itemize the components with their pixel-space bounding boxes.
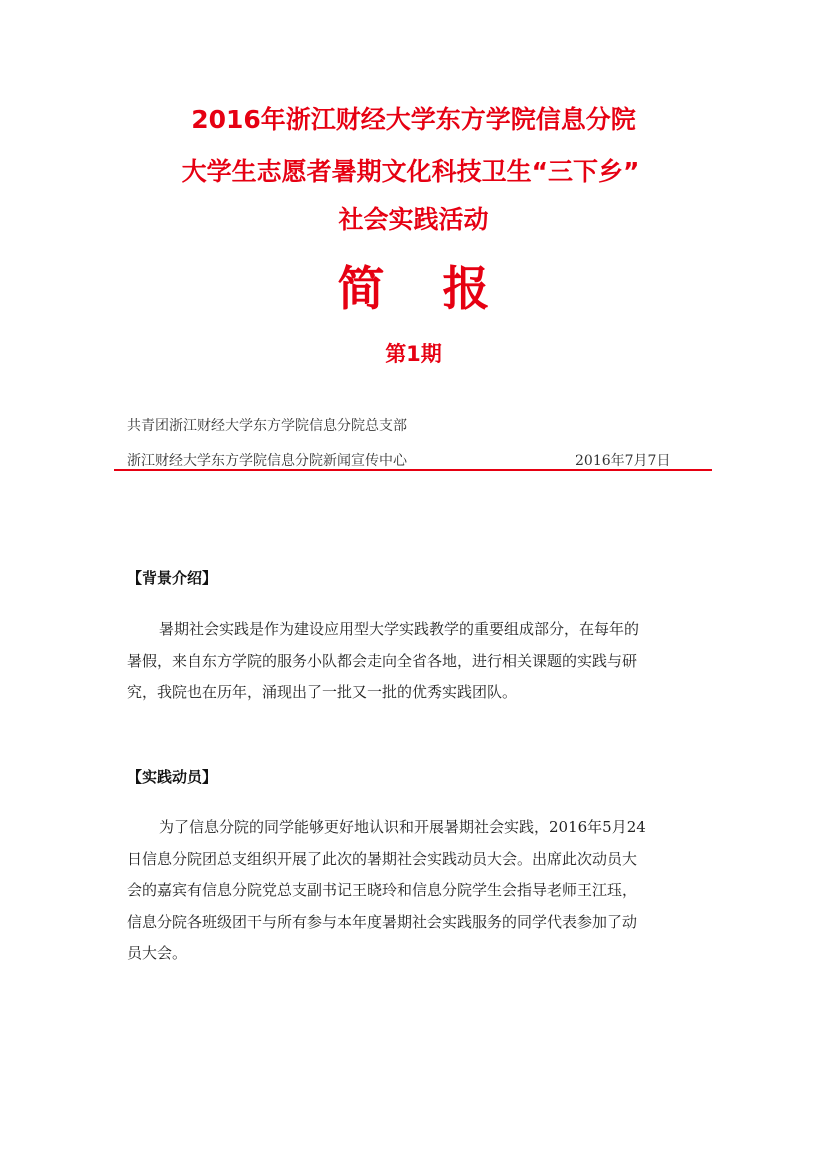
title-line-3: 社会实践活动	[338, 205, 489, 234]
issue-number: 第1期	[385, 342, 442, 366]
paragraph-line: 员大会。	[127, 944, 188, 962]
section-body-background	[127, 614, 693, 709]
publisher-line-2: 浙江财经大学东方学院信息分院新闻宣传中心	[127, 453, 407, 469]
publisher-line-1: 共青团浙江财经大学东方学院信息分院总支部	[127, 418, 407, 434]
paragraph-line: 暑期社会实践是作为建设应用型大学实践教学的重要组成部分，在每年的	[159, 620, 640, 638]
title-line-2: 大学生志愿者暑期文化科技卫生“三下乡”	[181, 157, 640, 186]
section-body-mobilization	[127, 812, 693, 970]
bulletin-title: 简报	[337, 262, 548, 317]
section-heading-background: 【背景介绍】	[127, 569, 218, 587]
paragraph-line: 会的嘉宾有信息分院党总支副书记王晓玲和信息分院学生会指导老师王江珏，	[127, 881, 638, 899]
paragraph-line: 日信息分院团总支组织开展了此次的暑期社会实践动员大会。出席此次动员大	[127, 849, 638, 868]
paragraph-line: 究，我院也在历年，涌现出了一批又一批的优秀实践团队。	[127, 683, 518, 701]
title-line-1: 2016年浙江财经大学东方学院信息分院	[191, 105, 636, 134]
paragraph-line: 信息分院各班级团干与所有参与本年度暑期社会实践服务的同学代表参加了动	[127, 912, 638, 931]
paragraph-line: 为了信息分院的同学能够更好地认识和开展暑期社会实践，2016年5月24	[159, 818, 646, 836]
paragraph-line: 暑假，来自东方学院的服务小队都会走向全省各地，进行相关课题的实践与研	[127, 651, 638, 670]
section-heading-mobilization: 【实践动员】	[127, 768, 218, 786]
publish-date: 2016年7月7日	[575, 453, 671, 469]
header-divider	[114, 469, 712, 471]
